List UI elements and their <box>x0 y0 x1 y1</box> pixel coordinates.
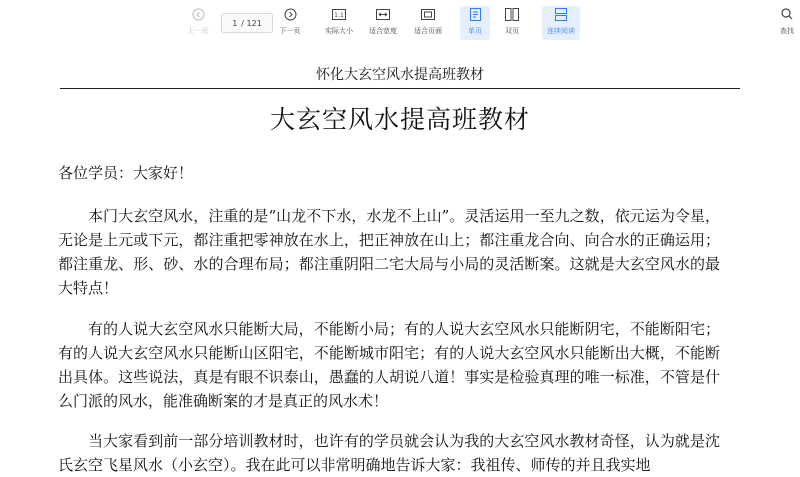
salutation: 各位学员：大家好！ <box>58 164 194 182</box>
continuous-reading-button[interactable] <box>542 6 580 40</box>
actual-size-button[interactable] <box>320 6 358 40</box>
two-page-button[interactable] <box>497 6 527 40</box>
prev-page-button[interactable] <box>183 6 213 40</box>
paragraph: 当大家看到前一部分培训教材时，也许有的学员就会认为我的大玄空风水教材奇怪，认为就是沈氏玄空飞星风水（小玄空）。我在此可以非常明确地告诉大家：我祖传、师传的并且我实地 <box>58 432 720 474</box>
actual-size-icon <box>332 6 346 22</box>
fit-page-label: 适合页面 <box>414 27 442 35</box>
search-button[interactable] <box>776 6 798 40</box>
next-page-button[interactable] <box>275 6 305 40</box>
actual-size-label: 实际大小 <box>325 27 353 35</box>
fit-page-icon <box>421 6 435 22</box>
prev-page-label: 上一页 <box>187 27 209 35</box>
arrow-up-circle-icon <box>192 6 205 22</box>
continuous-scroll-icon <box>555 6 567 22</box>
search-icon <box>781 6 793 22</box>
arrow-down-circle-icon <box>284 6 297 22</box>
document-title: 大玄空风水提高班教材 <box>269 105 530 134</box>
svg-text:1:1: 1:1 <box>334 11 344 19</box>
paragraph: 有的人说大玄空风水只能断大局，不能断小局；有的人说大玄空风水只能断阴宅，不能断阳宅；有的人说大玄空风水只能断山区阳宅，不能断城市阳宅；有的人说大玄空风水只能断出大概，不能断出具体。这些说法，真是有眼不识泰山，愚蠢的人胡说八道！事实是检验真理的唯一标准，不管是什么门派的风水，能准确断案的才是真正的风水术！ <box>58 320 720 410</box>
page-number-input[interactable] <box>221 13 273 33</box>
single-page-label: 单页 <box>468 27 482 35</box>
total-pages: / 121 <box>241 18 262 28</box>
two-page-icon <box>505 6 519 22</box>
fit-width-button[interactable] <box>364 6 402 40</box>
search-label: 查找 <box>780 27 794 35</box>
next-page-label: 下一页 <box>279 27 301 35</box>
current-page: 1 <box>232 18 238 28</box>
fit-width-label: 适合宽度 <box>369 27 397 35</box>
running-header: 怀化大玄空风水提高班教材 <box>60 64 740 89</box>
document-page <box>0 44 800 474</box>
single-page-icon <box>470 6 481 22</box>
fit-page-button[interactable] <box>409 6 447 40</box>
paragraph: 本门大玄空风水，注重的是“山龙不下水，水龙不上山”。灵活运用一至九之数，依元运为令星，无论是上元或下元，都注重把零神放在水上，把正神放在山上；都注重龙合向、向合水的正确运用；都注重龙、形、砂、水的合理布局；都注重阴阳二宅大局与小局的灵活断案。这就是大玄空风水的最大特点！ <box>58 207 720 297</box>
viewer-toolbar <box>0 0 800 45</box>
continuous-reading-label: 连续阅读 <box>547 27 575 35</box>
two-page-label: 双页 <box>505 27 519 35</box>
fit-width-icon <box>376 6 390 22</box>
single-page-button[interactable] <box>460 6 490 40</box>
